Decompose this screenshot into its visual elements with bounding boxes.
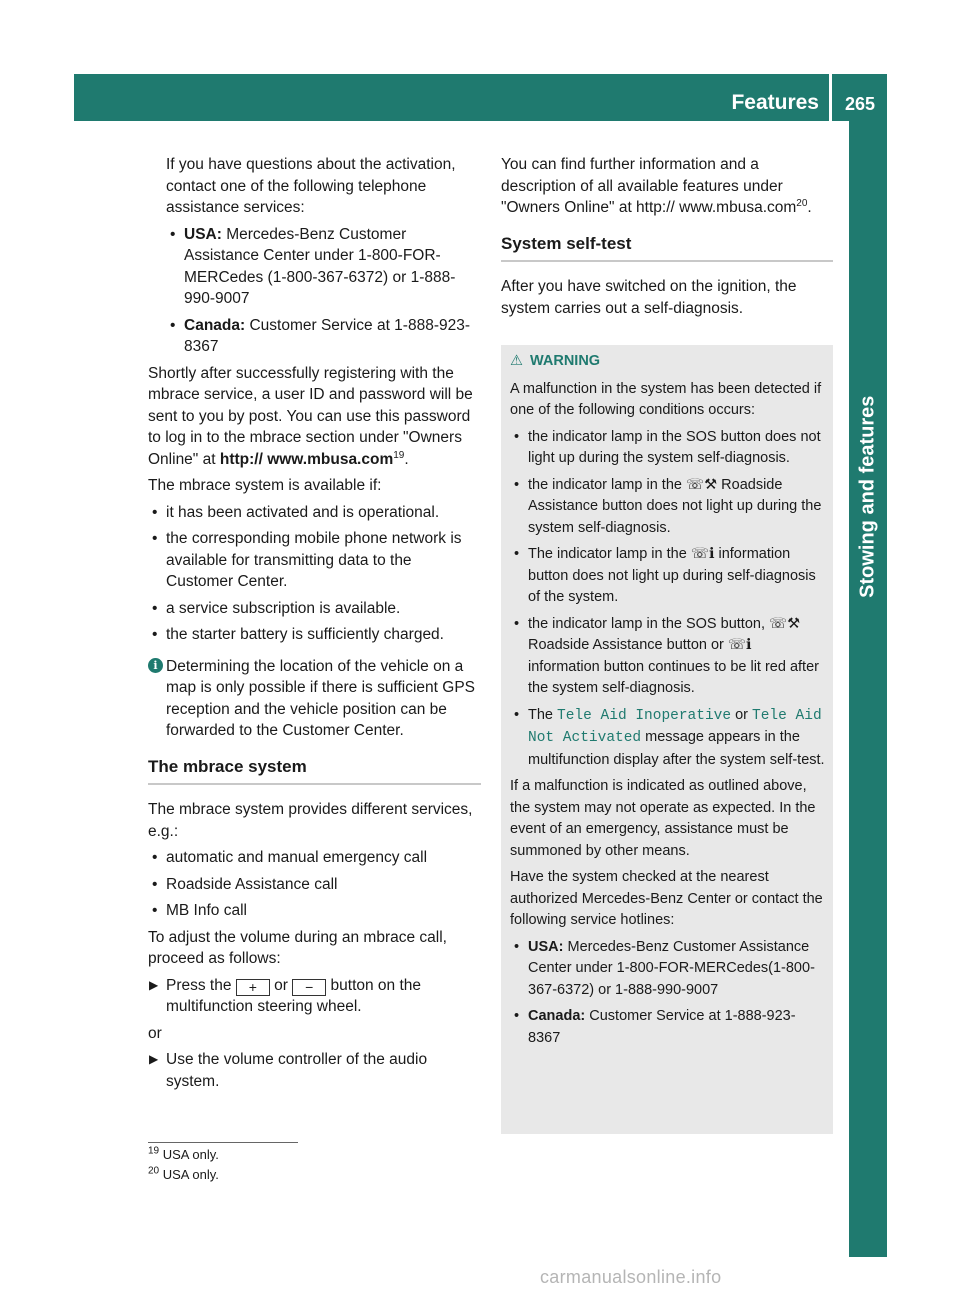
info-note: i Determining the location of the vehicle on a map is only possible if there is sufficient GPS reception and the vehicle position can be forwarded to the Customer Center. [148,656,481,742]
phone-wrench-icon: ☏⚒ [685,476,718,493]
footnote-ref: 19 [393,449,405,461]
phone-info-icon: ☏ℹ [690,546,715,562]
warning-paragraph: Have the system checked at the nearest authorized Mercedes-Benz Center or contact the following service hotlines: [510,869,823,928]
warning-icon: ⚠ [510,353,523,369]
bullet-icon: • [514,1008,520,1024]
list-item: • USA: Mercedes-Benz Customer Assistance Center under 1-800-FOR-MERCedes(1-800-367-6372) or 1-888-990-9007 [514,938,815,998]
services-intro: The mbrace system provides different services, e.g.: [148,801,473,840]
bullet-icon: • [170,225,176,243]
selftest-text: After you have switched on the ignition, the system carries out a self-diagnosis. [501,278,797,317]
list-item: • MB Info call [148,900,481,922]
bullet-icon: • [152,875,158,893]
header-title: Features [731,91,819,114]
list-item: • The Tele Aid Inoperative or Tele Aid Not Activated message appears in the multifunction display after the system self-test. [514,706,825,768]
header-divider [829,74,832,121]
list-item: • The indicator lamp in the ☏ℹ information button does not light up during self-diagnosis of the system. [514,546,816,605]
left-column [148,154,481,1097]
bullet-icon: • [152,849,158,866]
step-item: ▶ Use the volume controller of the audio system. [149,1051,428,1090]
list-item: • Roadside Assistance call [148,874,481,896]
list-item: • Canada: Customer Service at 1-888-923-8367 [170,316,471,355]
list-item: • it has been activated and is operational. [148,502,481,524]
footnote: $^{19}$ USA only. [148,1145,219,1162]
side-tab-label: Stowing and features [856,395,879,598]
bullet-icon: • [152,902,158,919]
watermark: carmanualsonline.info [540,1267,722,1287]
phone-info-icon: ☏ℹ [727,637,752,653]
intro-text: If you have questions about the activation, contact one of the following telephone assistance services: [166,156,456,216]
warning-paragraph: If a malfunction is indicated as outlined above, the system may not operate as expected. In the event of an emergency, assistance must be summoned by other means. [510,778,816,859]
warning-box [501,345,833,1134]
website-link[interactable]: http:// www.mbusa.com [219,450,394,468]
warning-intro: A malfunction in the system has been detected if one of the following conditions occurs: [510,380,822,418]
list-item: • the indicator lamp in the SOS button does not light up during the system self-diagnosis. [514,428,821,466]
bullet-icon: • [152,503,158,521]
list-item: • the indicator lamp in the ☏⚒ Roadside Assistance button does not light up during the system self-diagnosis. [514,476,822,536]
display-message: Tele Aid Not Activated [528,707,822,746]
side-tab [849,121,887,1257]
info-text: You can find further information and a description of all available features under "Owners Online" at http:// www.mbusa.com$^{20}$. [501,156,812,216]
page-number: 265 [844,94,876,114]
warning-title: ⚠ WARNING [510,351,826,373]
phone-wrench-icon: ☏⚒ [769,615,801,632]
footnote: $^{20}$ USA only. [148,1165,219,1182]
section-heading: System self-test [501,233,833,263]
bullet-icon: • [514,476,520,493]
arrow-icon: ▶ [149,977,159,992]
availability-intro: The mbrace system is available if: [148,477,382,494]
volume-intro: To adjust the volume during an mbrace call, proceed as follows: [148,928,447,967]
page-header [74,74,887,121]
list-item: • automatic and manual emergency call [148,847,481,869]
registration-text: Shortly after successfully registering with the mbrace service, a user ID and password will be sent to you by post. You can use this password to log in to the mbrace section under "Owners Online" at http:// www.mbusa.com$^{19}$. [148,364,473,468]
minus-key-icon: − [292,979,326,996]
bullet-icon: • [514,938,520,955]
right-column [501,154,833,324]
bullet-icon: • [514,706,520,723]
bullet-icon: • [152,599,158,617]
bullet-icon: • [152,530,158,547]
list-item: • the starter battery is sufficiently charged. [148,624,481,646]
display-message: Tele Aid Inoperative [557,707,732,724]
list-item: • the indicator lamp in the SOS button, ☏⚒ Roadside Assistance button or ☏ℹ information button continues to be lit red after the system self-diagnosis. [514,615,819,696]
bullet-icon: • [514,546,520,562]
footnote-ref: 20 [796,197,808,209]
bullet-icon: • [514,428,520,445]
list-item: • USA: Mercedes-Benz Customer Assistance Center under 1-800-FOR-MERCedes (1-800-367-6372) or 1-888-990-9007 [170,225,456,307]
list-item: • Canada: Customer Service at 1-888-923-8367 [514,1008,796,1046]
list-item: • a service subscription is available. [148,598,481,620]
bullet-icon: • [170,316,176,334]
or-text: or [148,1024,162,1042]
arrow-icon: ▶ [149,1052,159,1066]
step-item: ▶ Press the + or − button on the multifunction steering wheel. [149,976,422,1015]
info-icon: i [148,658,163,673]
footnote-divider [148,1142,298,1143]
list-item: • the corresponding mobile phone network is available for transmitting data to the Customer Center. [152,530,462,590]
bullet-icon: • [514,615,520,632]
plus-key-icon: + [236,979,270,996]
bullet-icon: • [152,626,158,643]
section-heading: The mbrace system [148,756,481,786]
